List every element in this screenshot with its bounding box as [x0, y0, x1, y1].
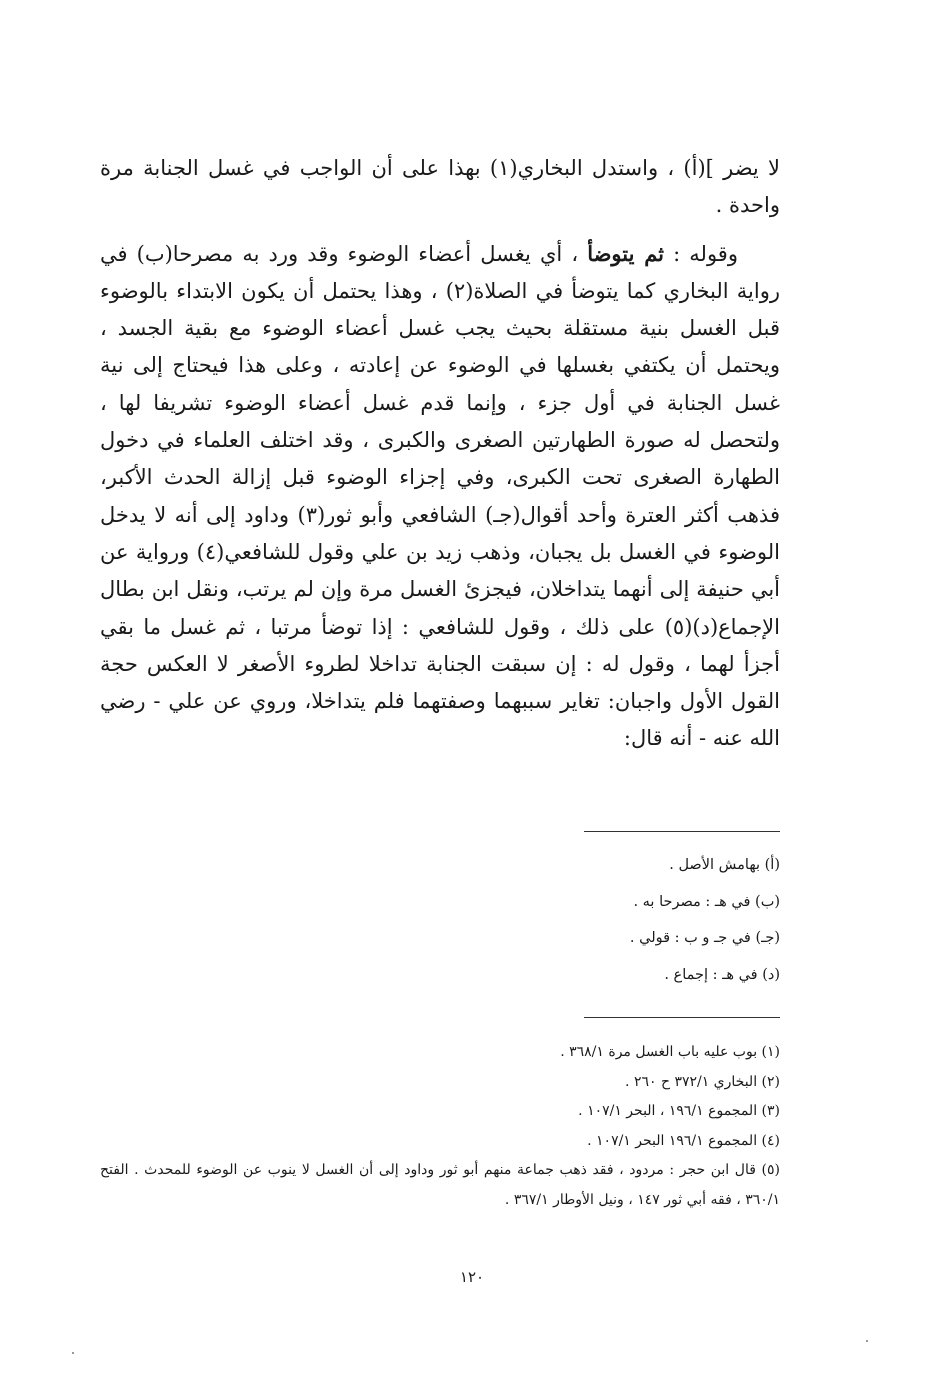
quoted-phrase: ثم يتوضأ — [587, 240, 665, 266]
footnotes-divider — [584, 1017, 780, 1018]
footnote: (٣) المجموع ١٩٦/١ ، البحر ١٠٧/١ . — [578, 1103, 780, 1119]
footnote: (٥) قال ابن حجر : مردود ، فقد ذهب جماعة منهم أبو ثور وداود إلى أن الغسل لا ينوب عن الوضوء للمحدث . الفتح ٣٦٠/١ ، فقه أبي ثور ١٤٧ ، ونيل الأوطار ٣٦٧/١ . — [100, 1162, 780, 1208]
footnote: (٢) البخاري ٣٧٢/١ ح ٢٦٠ . — [625, 1073, 780, 1090]
footnote: (١) بوب عليه باب الغسل مرة ٣٦٨/١ . — [560, 1044, 780, 1060]
variant-note: (د) في هـ : إجماع . — [664, 966, 780, 983]
scan-speck — [866, 1340, 868, 1342]
paragraph-2-text: ، أي يغسل أعضاء الوضوء وقد ورد به مصرحا(ب) في رواية البخاري كما يتوضأ في الصلاة(٢) ، وهذا يحتمل أن يكون الابتداء بالوضوء قبل الغسل بنية مستقلة بحيث يجب غسل أعضاء الوضوء مع بقية الجسد ، ويحتمل أن يكتفي بغسلها في الوضوء عن إعادته ، وعلى هذا فيحتاج إلى نية غسل الجنابة في أول جزء ، وإنما قدم غسل أعضاء الوضوء تشريفا لها ، ولتحصل له صورة الطهارتين الصغرى والكبرى ، وقد اختلف العلماء في دخول الطهارة الصغرى تحت الكبرى، وفي إجزاء الوضوء قبل إزالة الحدث الأكبر، فذهب أكثر العترة وأحد أقوال(جـ) الشافعي وأبو ثور(٣) وداود إلى أنه لا يدخل الوضوء في الغسل بل يجبان، وذهب زيد بن علي وقول للشافعي(٤) ورواية عن أبي حنيفة إلى أنهما يتداخلان، فيجزئ الغسل مرة وإن لم يرتب، ونقل ابن بطال الإجماع(د)(٥) على ذلك ، وقول للشافعي : إذا توضأ مرتبا ، ثم غسل ما بقي أجزأ لهما ، وقول له : إن سبقت الجنابة تداخلا لطروء الأصغر لا العكس حجة القول الأول واجبان: تغاير سببهما وصفتهما فلم يتداخلا، وروي عن علي - رضي الله عنه - أنه قال: — [100, 241, 780, 751]
variant-note: (أ) بهامش الأصل . — [669, 857, 780, 873]
main-text — [100, 150, 780, 758]
variant-note: (جـ) في جـ و ب : قولي . — [629, 930, 780, 946]
notes-divider — [584, 831, 780, 832]
paragraph-2-lead: وقوله : — [664, 241, 738, 266]
paragraph-1: لا يضر ](أ) ، واستدل البخاري(١) بهذا على أن الواجب في غسل الجنابة مرة واحدة . — [100, 156, 780, 218]
variant-note: (ب) في هـ : مصرحا به . — [633, 893, 780, 910]
page-body — [100, 150, 780, 1208]
footnotes — [100, 1038, 780, 1215]
scan-speck — [72, 1352, 74, 1354]
paragraph-2 — [100, 235, 780, 758]
footnote: (٤) المجموع ١٩٦/١ البحر ١٠٧/١ . — [587, 1132, 780, 1149]
variant-notes — [100, 847, 780, 993]
page-number: ١٢٠ — [459, 1268, 485, 1286]
